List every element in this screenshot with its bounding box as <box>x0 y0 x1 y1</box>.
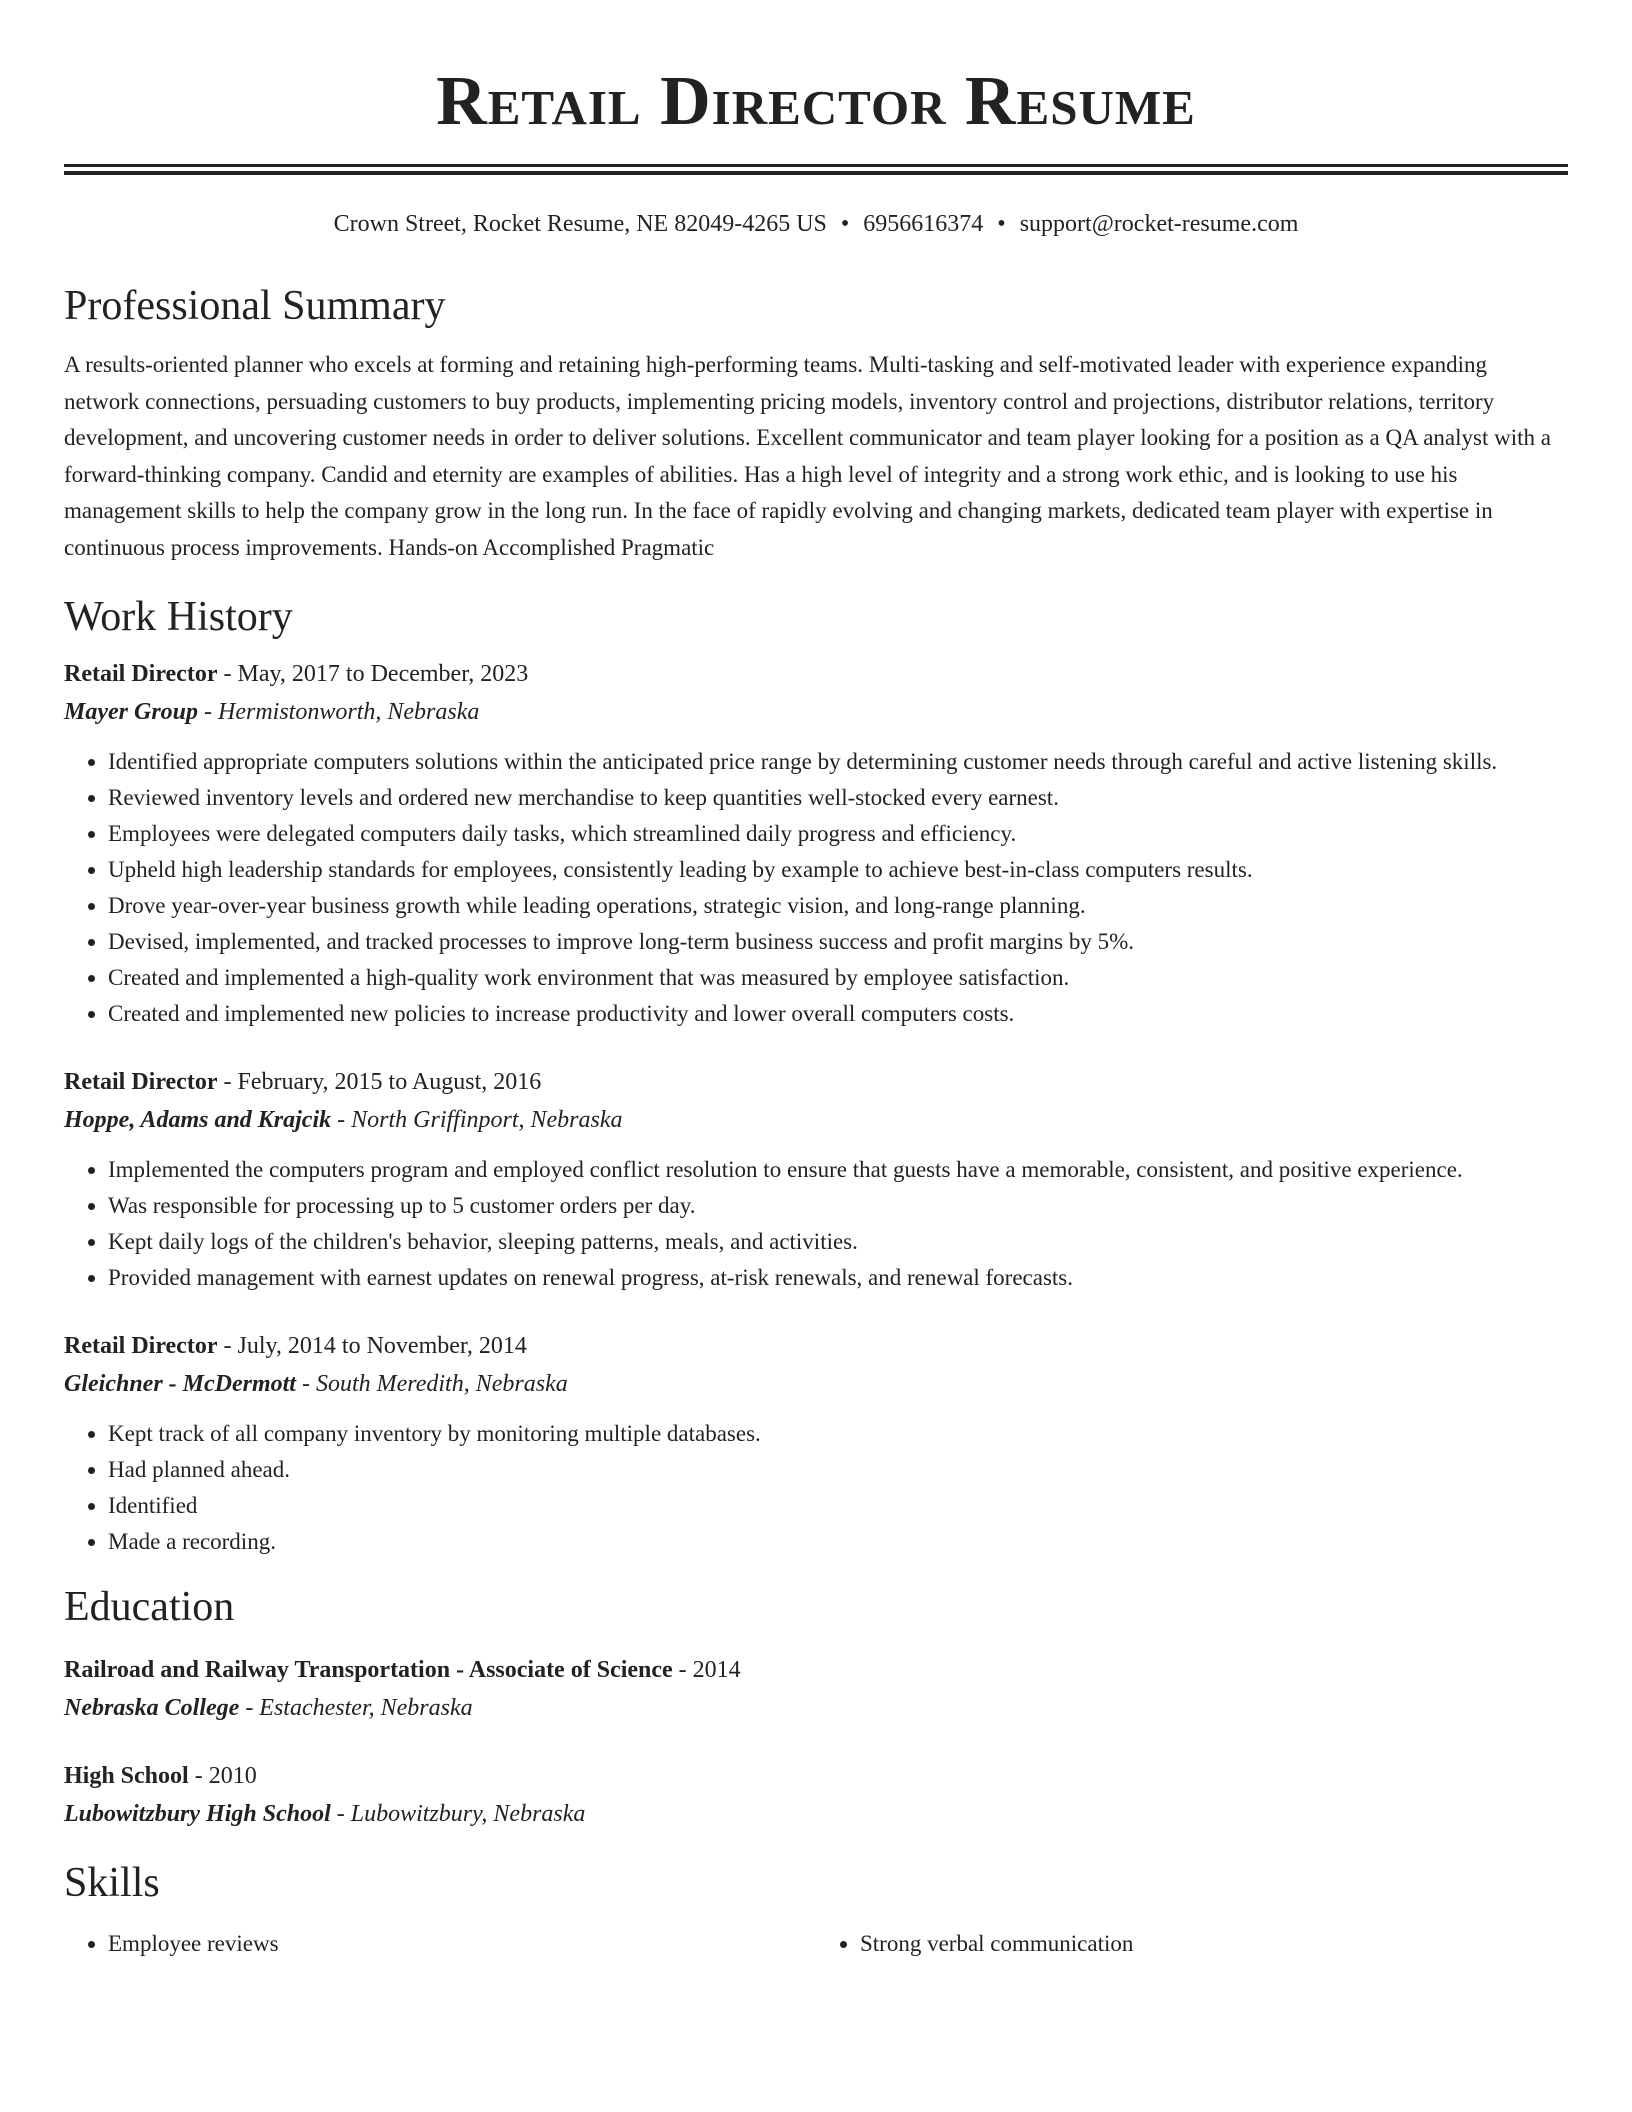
job-bullet: • Was responsible for processing up to 5 customer orders per day. <box>108 1188 1568 1224</box>
education-year: - 2010 <box>188 1763 257 1789</box>
contact-line <box>64 209 1568 239</box>
job-bullet: • Identified <box>108 1488 1568 1524</box>
job-bullet: • Devised, implemented, and tracked processes to improve long-term business success and profit margins by 5%. <box>108 924 1568 960</box>
education-location: - Estachester, Nebraska <box>239 1695 473 1721</box>
job-bullet: • Drove year-over-year business growth while leading operations, strategic vision, and long-range planning. <box>108 888 1568 924</box>
title-divider <box>64 164 1568 175</box>
education-degree: High School <box>64 1763 189 1789</box>
job-company-line <box>64 1102 1568 1138</box>
job-bullets <box>64 1416 1568 1560</box>
education-entry <box>64 1652 1568 1726</box>
job-bullet: • Had planned ahead. <box>108 1452 1568 1488</box>
contact-address: Crown Street, Rocket Resume, NE 82049-4265 US <box>333 211 827 237</box>
job-location: - Hermistonworth, Nebraska <box>198 699 480 725</box>
summary-heading: Professional Summary <box>64 283 446 329</box>
skills-column-right <box>816 1926 1568 1962</box>
education-degree: Railroad and Railway Transportation - Associate of Science <box>64 1657 673 1683</box>
skills-column-left <box>64 1926 816 1962</box>
education-school-line <box>64 1796 1568 1832</box>
job-bullets <box>64 744 1568 1032</box>
job-bullet: • Kept daily logs of the children's behavior, sleeping patterns, meals, and activities. <box>108 1224 1568 1260</box>
job-title-line <box>64 1328 1568 1364</box>
education-entry <box>64 1758 1568 1832</box>
job-entry <box>64 1328 1568 1560</box>
job-location: - South Meredith, Nebraska <box>295 1371 568 1397</box>
education-heading: Education <box>64 1584 235 1630</box>
education-degree-line <box>64 1758 1568 1794</box>
job-bullet: • Reviewed inventory levels and ordered new merchandise to keep quantities well-stocked every earnest. <box>108 780 1568 816</box>
job-bullet: • Made a recording. <box>108 1524 1568 1560</box>
job-location: - North Griffinport, Nebraska <box>331 1107 623 1133</box>
job-bullet: • Identified appropriate computers solutions within the anticipated price range by determining customer needs through careful and active listening skills. <box>108 744 1568 780</box>
education-school: Lubowitzbury High School <box>64 1801 331 1827</box>
education-school-line <box>64 1690 1568 1726</box>
job-company: Hoppe, Adams and Krajcik <box>64 1107 332 1133</box>
job-title: Retail Director <box>64 661 218 687</box>
contact-separator: • <box>840 211 850 237</box>
summary-text: A results-oriented planner who excels at forming and retaining high-performing teams. Multi-tasking and self-motivated leader with experience expanding network connections, persuading customers to buy products, implementing pricing models, inventory control and projections, distributor relations, territory development, and uncovering customer needs in order to deliver solutions. Excellent communicator and team player looking for a position as a QA analyst with a forward-thinking company. Candid and eternity are examples of abilities. Has a high level of integrity and a strong work ethic, and is looking to use his management skills to help the company grow in the long run. In the face of rapidly evolving and changing markets, dedicated team player with expertise in continuous process improvements. Hands-on Accomplished Pragmatic <box>64 352 1551 560</box>
work-history-heading: Work History <box>64 594 293 640</box>
job-bullet: • Provided management with earnest updates on renewal progress, at-risk renewals, and renewal forecasts. <box>108 1260 1568 1296</box>
contact-phone: 6956616374 <box>863 211 984 237</box>
job-bullet: • Created and implemented new policies to increase productivity and lower overall computers costs. <box>108 996 1568 1032</box>
job-title: Retail Director <box>64 1069 218 1095</box>
job-bullet: • Implemented the computers program and employed conflict resolution to ensure that guests have a memorable, consistent, and positive experience. <box>108 1152 1568 1188</box>
job-dates: - July, 2014 to November, 2014 <box>217 1333 527 1359</box>
job-company-line <box>64 694 1568 730</box>
skill-item: • Employee reviews <box>108 1926 816 1962</box>
job-company-line <box>64 1366 1568 1402</box>
education-year: - 2014 <box>672 1657 741 1683</box>
job-title-line <box>64 656 1568 692</box>
job-title-line <box>64 1064 1568 1100</box>
resume-title: Retail Director Resume <box>436 63 1196 140</box>
job-bullet: • Employees were delegated computers daily tasks, which streamlined daily progress and efficiency. <box>108 816 1568 852</box>
job-bullet: • Created and implemented a high-quality work environment that was measured by employee satisfaction. <box>108 960 1568 996</box>
job-title: Retail Director <box>64 1333 218 1359</box>
job-dates: - May, 2017 to December, 2023 <box>217 661 529 687</box>
education-location: - Lubowitzbury, Nebraska <box>330 1801 586 1827</box>
skills-list <box>64 1926 1568 1962</box>
job-dates: - February, 2015 to August, 2016 <box>217 1069 542 1095</box>
skill-item: • Strong verbal communication <box>860 1926 1568 1962</box>
job-company: Gleichner - McDermott <box>64 1371 296 1397</box>
skills-heading: Skills <box>64 1860 160 1906</box>
education-school: Nebraska College <box>64 1695 240 1721</box>
job-entry <box>64 1064 1568 1296</box>
contact-email: support@rocket-resume.com <box>1019 211 1299 237</box>
job-entry <box>64 656 1568 1032</box>
job-bullets <box>64 1152 1568 1296</box>
job-company: Mayer Group <box>64 699 199 725</box>
education-degree-line <box>64 1652 1568 1688</box>
job-bullet: • Kept track of all company inventory by monitoring multiple databases. <box>108 1416 1568 1452</box>
contact-separator: • <box>997 211 1006 237</box>
job-bullet: • Upheld high leadership standards for employees, consistently leading by example to achieve best-in-class computers results. <box>108 852 1568 888</box>
